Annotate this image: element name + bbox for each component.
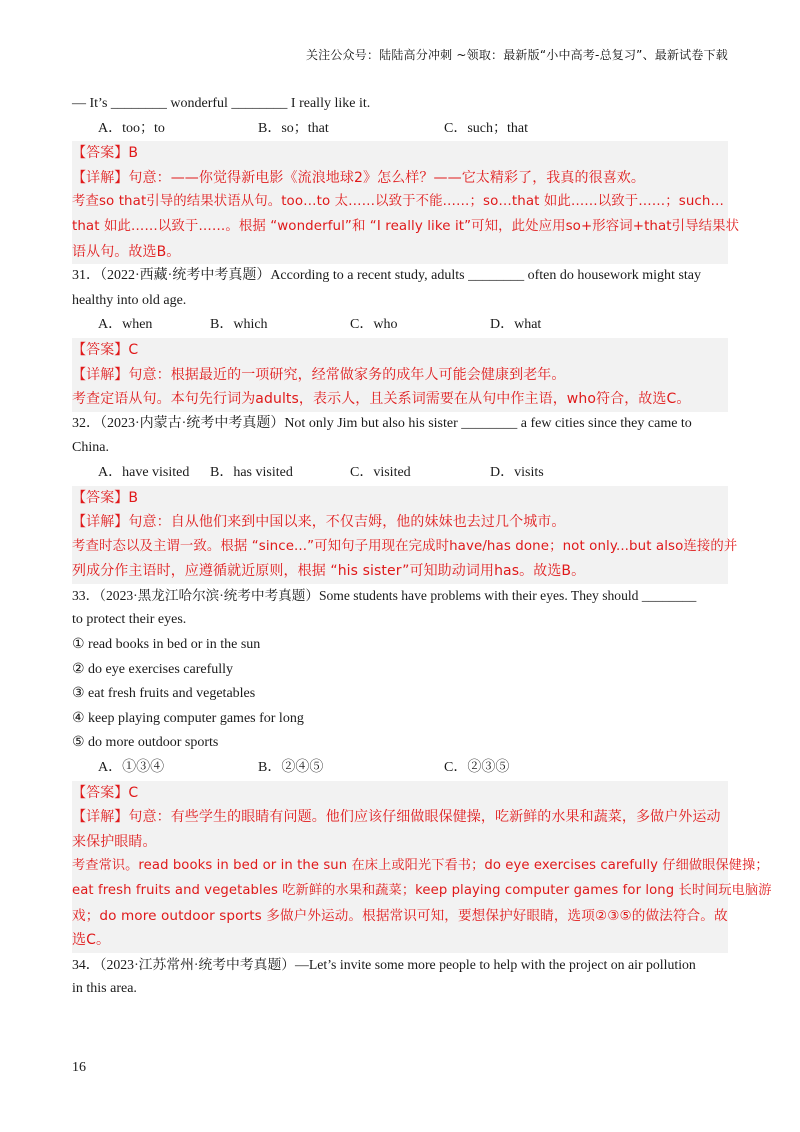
q33-option-b: B．②④⑤ [258, 760, 324, 776]
q33-detail-line: 来保护眼睛。 [72, 833, 157, 850]
q31-stem: 31．（2022·西藏·统考中考真题）According to a recent study, adults ________ often do housework might stay [72, 268, 702, 284]
q31-detail-line: 【详解】句意：根据最近的一项研究，经常做家务的成年人可能会健康到老年。 [72, 366, 566, 383]
q32-option-b: B．has visited [210, 464, 293, 480]
q32-answer: 【答案】B [72, 489, 139, 506]
q32-option-a: A．have visited [98, 464, 190, 480]
q33-answer-block [72, 781, 772, 953]
page-header: 关注公众号：陆陆高分冲刺 ~领取：最新版“小中高考-总复习”、最新试卷下载 [305, 48, 728, 62]
q33-detail-line: 【详解】句意：有些学生的眼睛有问题。他们应该仔细做眼保健操，吃新鲜的水果和蔬菜，多做户外运动 [72, 809, 721, 826]
q32-answer-block [72, 486, 738, 584]
q31-options [72, 313, 728, 338]
q30-answer-block [72, 141, 740, 264]
q32-detail-line: 列成分作主语时，应遵循就近原则，根据 “his sister”可知助动词用has。故选B。 [72, 563, 586, 580]
page-content [72, 92, 772, 1002]
q32-options [72, 461, 728, 486]
q32-option-c: C．visited [350, 464, 411, 480]
q33-detail-line: 戏；do more outdoor sports 多做户外运动。根据常识可知，要想保护好眼睛，选项②③⑤的做法符合。故 [72, 907, 728, 924]
q32-option-d: D．visits [490, 464, 544, 480]
page-number: 16 [72, 1060, 86, 1075]
q32-stem: 32．（2023·内蒙古·统考中考真题）Not only Jim but also his sister ________ a few cities since they came to [72, 415, 692, 431]
q31-option-b: B．which [210, 317, 268, 333]
q33-item: ③ eat fresh fruits and vegetables [72, 686, 256, 702]
q30-options [72, 117, 728, 142]
q30-option-b: B．so；that [258, 120, 329, 136]
q33-options [72, 756, 728, 781]
q33-option-c: C．②③⑤ [444, 760, 510, 776]
q31-option-d: D．what [490, 317, 542, 333]
q31-option-a: A．when [98, 317, 153, 333]
q33-detail-line: 考查常识。read books in bed or in the sun 在床上或阳光下看书；do eye exercises carefully 仔细做眼保健操； [72, 858, 769, 874]
q32-detail-line: 【详解】句意：自从他们来到中国以来，不仅吉姆，他的妹妹也去过几个城市。 [72, 514, 566, 531]
q30-option-a: A．too；to [98, 120, 165, 136]
q30-answer: 【答案】B [72, 145, 139, 162]
q32-stem-cont: China. [72, 440, 109, 456]
q33-stem-cont: to protect their eyes. [72, 612, 187, 628]
q33-item: ⑤ do more outdoor sports [72, 735, 219, 751]
q33-item: ④ keep playing computer games for long [72, 710, 304, 726]
q33-stem: 33．（2023·黑龙江哈尔滨·统考中考真题）Some students have problems with their eyes. They should ________ [72, 587, 697, 603]
q32-detail-line: 考查时态以及主谓一致。根据 “since...”可知句子用现在完成时have/has done；not only...but also连接的并 [72, 538, 738, 554]
q30-detail-line: 语从句。故选B。 [72, 243, 181, 260]
q33-answer: 【答案】C [72, 784, 139, 801]
q34-stem: 34．（2023·江苏常州·统考中考真题）—Let’s invite some more people to help with the project on air pollution [72, 956, 696, 972]
q33-option-a: A．①③④ [98, 760, 165, 776]
q33-detail-line: eat fresh fruits and vegetables 吃新鲜的水果和蔬菜；keep playing computer games for long 长时间玩电脑游 [72, 883, 772, 898]
q31-stem-cont: healthy into old age. [72, 292, 187, 308]
q30-stem: — It’s ________ wonderful ________ I really like it. [72, 96, 371, 111]
q33-detail-line: 选C。 [72, 932, 111, 949]
q33-item: ① read books in bed or in the sun [72, 637, 261, 653]
q34-stem-cont: in this area. [72, 981, 137, 997]
q31-detail-line: 考查定语从句。本句先行词为adults，表示人，且关系词需要在从句中作主语，who符合，故选C。 [72, 391, 691, 408]
q31-option-c: C．who [350, 317, 398, 333]
q31-answer-block [72, 338, 728, 412]
q31-answer: 【答案】C [72, 341, 139, 358]
q30-detail-line: 考查so that引导的结果状语从句。too…to 太……以致于不能……；so…that 如此……以致于……；such… [72, 194, 724, 210]
q30-detail-line: 【详解】句意：——你觉得新电影《流浪地球2》怎么样？——它太精彩了，我真的很喜欢。 [72, 169, 646, 186]
q30-option-c: C．such；that [444, 120, 528, 136]
q30-detail-line: that 如此……以致于……。根据 “wonderful”和 “I really like it”可知，此处应用so+形容词+that引导结果状 [72, 218, 740, 234]
q33-item: ② do eye exercises carefully [72, 661, 234, 677]
